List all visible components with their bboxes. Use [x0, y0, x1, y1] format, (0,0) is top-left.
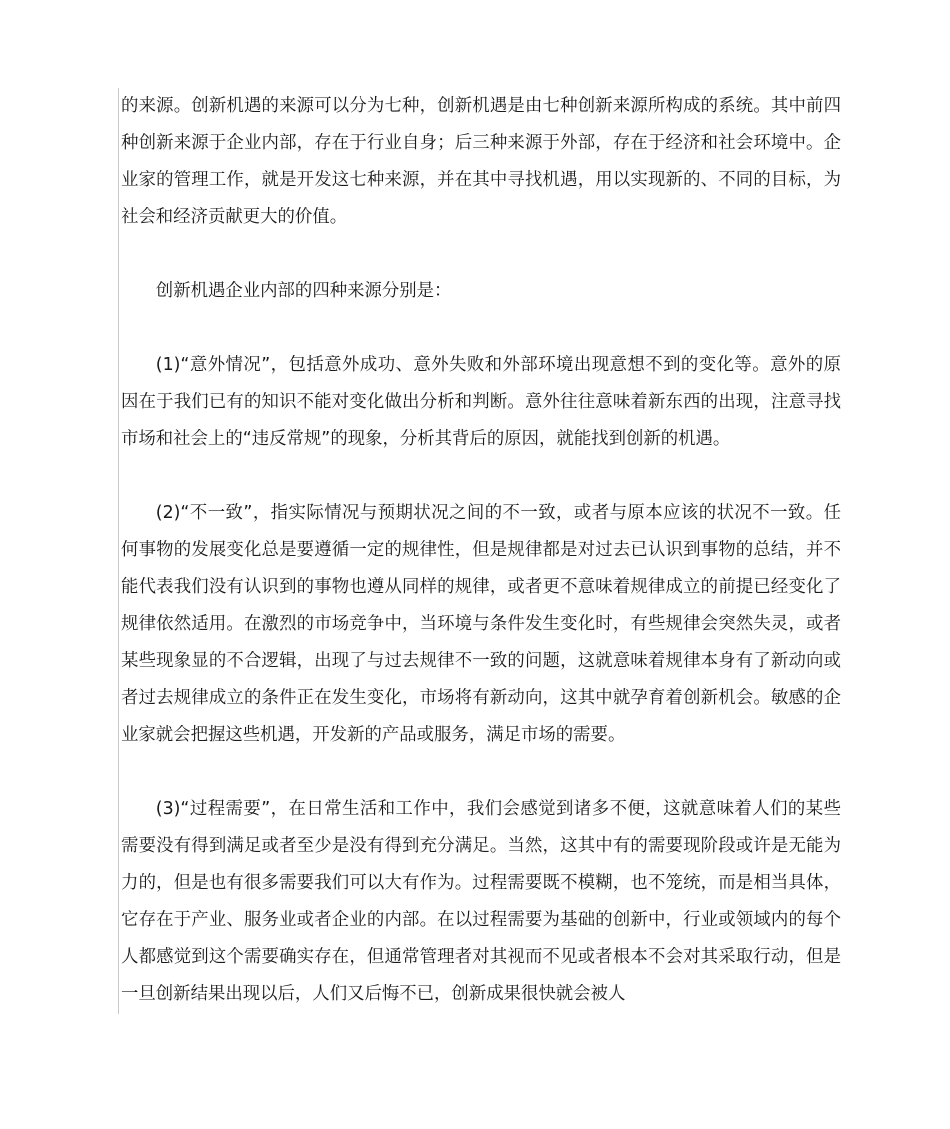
- paragraph-internal-sources-heading: 创新机遇企业内部的四种来源分别是：: [155, 281, 452, 301]
- left-margin-rule: [118, 88, 119, 1014]
- paragraph-sources-intro: 的来源。创新机遇的来源可以分为七种，创新机遇是由七种创新来源所构成的系统。其中前四种创新来源于企业内部，存在于行业自身；后三种来源于外部，存在于经济和社会环境中。企业家的管理工作，就是开发这七种来源，并在其中寻找机遇，用以实现新的、不同的目标，为社会和经济贡献更大的价值。: [121, 96, 841, 227]
- document-body: [121, 88, 841, 1050]
- paragraph-process-needs: (3)“过程需要”，在日常生活和工作中，我们会感觉到诸多不便，这就意味着人们的某些需要没有得到满足或者至少是没有得到充分满足。当然，这其中有的需要现阶段或许是无能为力的，但是也有很多需要我们可以大有作为。过程需要既不模糊，也不笼统，而是相当具体，它存在于产业、服务业或者企业的内部。在以过程需要为基础的创新中，行业或领域内的每个人都感觉到这个需要确实存在，但通常管理者对其视而不见或者根本不会对其采取行动，但是一旦创新结果出现以后，人们又后悔不已，创新成果很快就会被人: [121, 799, 841, 1004]
- paragraph-unexpected-situations: (1)“意外情况”，包括意外成功、意外失败和外部环境出现意想不到的变化等。意外的原因在于我们已有的知识不能对变化做出分析和判断。意外往往意味着新东西的出现，注意寻找市场和社会上的“违反常规”的现象，分析其背后的原因，就能找到创新的机遇。: [121, 355, 841, 449]
- paragraph-incongruities: (2)“不一致”，指实际情况与预期状况之间的不一致，或者与原本应该的状况不一致。任何事物的发展变化总是要遵循一定的规律性，但是规律都是对过去已认识到事物的总结，并不能代表我们没有认识到的事物也遵从同样的规律，或者更不意味着规律成立的前提已经变化了规律依然适用。在激烈的市场竞争中，当环境与条件发生变化时，有些规律会突然失灵，或者某些现象显的不合逻辑，出现了与过去规律不一致的问题，这就意味着规律本身有了新动向或者过去规律成立的条件正在发生变化，市场将有新动向，这其中就孕育着创新机会。敏感的企业家就会把握这些机遇，开发新的产品或服务，满足市场的需要。: [121, 503, 841, 745]
